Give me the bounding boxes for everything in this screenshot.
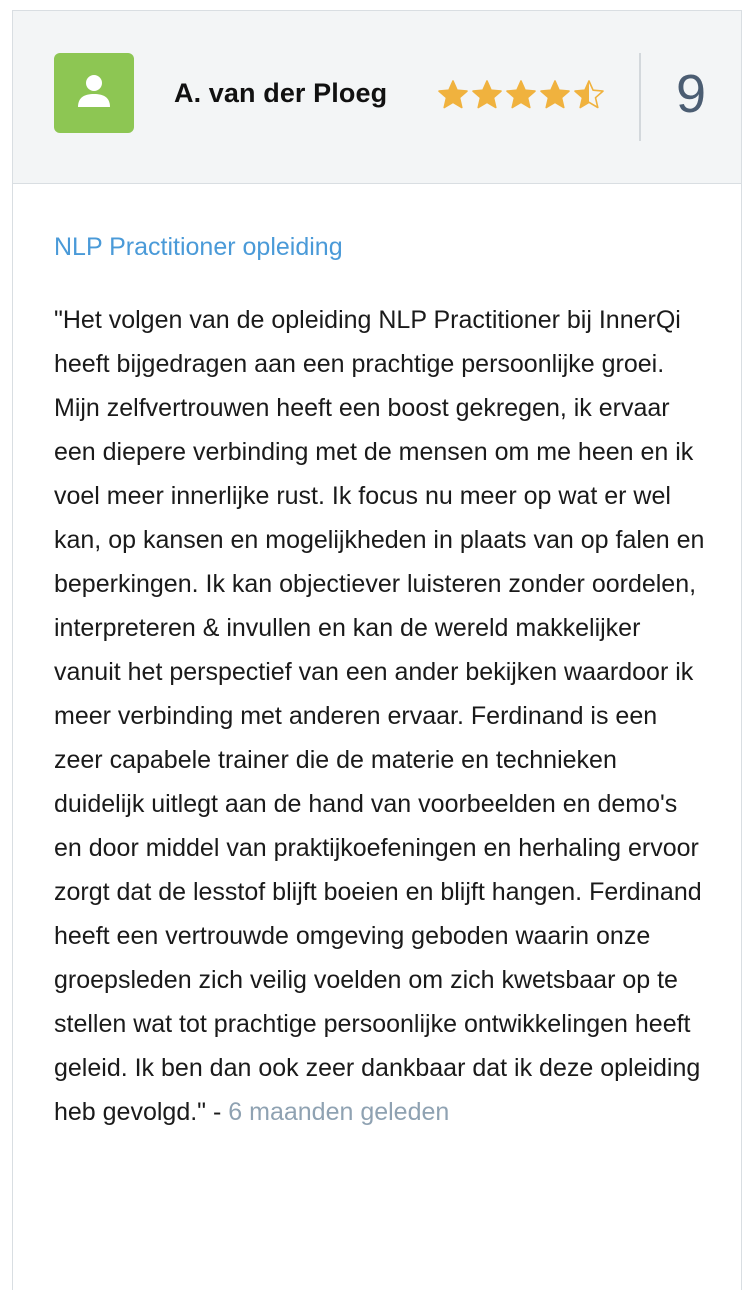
half-star-icon (573, 79, 605, 109)
review-age: 6 maanden geleden (228, 1098, 450, 1126)
review-score: 9 (675, 64, 707, 124)
avatar (54, 53, 134, 133)
star-icon (505, 79, 537, 109)
review-quote: "Het volgen van de opleiding NLP Practitioner bij InnerQi heeft bijgedragen aan een prachtige persoonlijke groei. Mijn zelfvertrouwen heeft een boost gekregen, ik ervaar een diepere verbinding met de mensen om me heen en ik voel meer innerlijke rust. Ik focus nu meer op wat er wel kan, op kansen en mogelijkheden in plaats van op falen en beperkingen. Ik kan objectiever luisteren zonder oordelen, interpreteren & invullen en kan de wereld makkelijker vanuit het perspectief van een ander bekijken waardoor ik meer verbinding met anderen ervaar. Ferdinand is een zeer capabele trainer die de materie en technieken duidelijk uitlegt aan de hand van voorbeelden en demo's en door middel van praktijkoefeningen en herhaling ervoor zorgt dat de lesstof blijft boeien en blijft hangen. Ferdinand heeft een vertrouwde omgeving geboden waarin onze groepsleden zich veilig voelden om zich kwetsbaar op te stellen wat tot prachtige persoonlijke ontwikkelingen heeft geleid. Ik ben dan ook zeer dankbaar dat ik deze opleiding heb gevolgd." (54, 306, 705, 1126)
star-icon (437, 79, 469, 109)
review-header (13, 11, 741, 184)
star-rating (437, 79, 605, 109)
age-separator: - (206, 1098, 229, 1126)
reviewer-name: A. van der Ploeg (174, 78, 388, 108)
star-icon (539, 79, 571, 109)
star-icon (471, 79, 503, 109)
review-text (54, 298, 706, 1134)
review-title[interactable]: NLP Practitioner opleiding (54, 233, 343, 261)
review-card (12, 10, 742, 1290)
review-body (13, 184, 741, 1134)
user-icon (76, 73, 112, 109)
